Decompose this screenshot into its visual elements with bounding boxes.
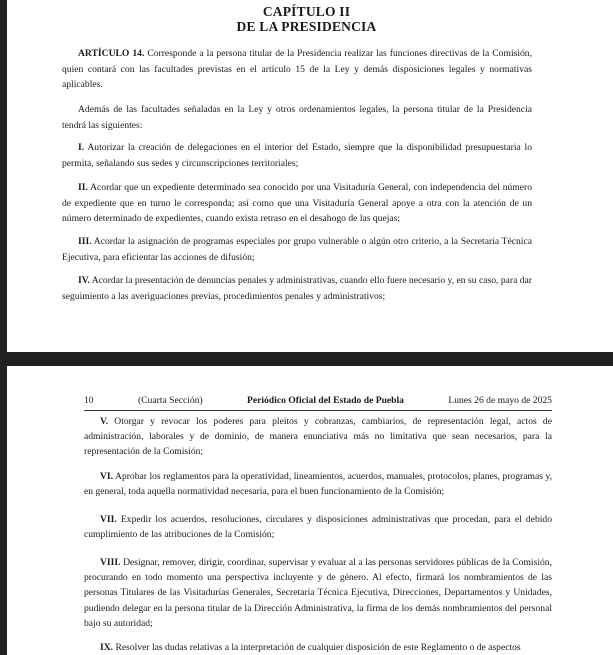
section-label: (Cuarta Sección) <box>137 395 203 406</box>
item-text: Acordar que un expediente determinado sea conocido por una Visitaduría General, con independencia del número de expediente que en turno le corresponda; así como que una Visitaduría General apoye a otra con la atención de un número determinado de expedientes, cuando exista retraso en el desahogo de las quejas; <box>62 182 532 224</box>
article-label: ARTÍCULO 14. <box>78 48 145 59</box>
chapter-number: CAPÍTULO II <box>262 4 351 19</box>
article-14-paragraph <box>62 46 532 93</box>
item-text: Aprobar los reglamentos para la operatividad, lineamientos, acuerdos, manuales, protocolos, planes, programas y, en general, toda aquella normatividad necesaria, para el buen funcionamiento de la Comisión; <box>84 471 552 498</box>
item-number: VII. <box>100 514 117 525</box>
page-number: 10 <box>84 395 94 406</box>
item-V <box>84 414 552 460</box>
viewer-left-border <box>0 0 7 655</box>
item-number: IV. <box>78 275 90 286</box>
chapter-title: DE LA PRESIDENCIA <box>236 19 377 34</box>
item-IX <box>84 640 552 655</box>
item-VII <box>84 512 552 542</box>
intro-paragraph <box>62 102 532 133</box>
item-text: Designar, remover, dirigir, coordinar, supervisar y evaluar al a las personas servidores públicas de la Comisión, procurando en todo momento una perspectiva incluyente y de género. Al efecto, firmará los nombramientos de las personas Titulares de las Visitadurías Generales, Secretaría Técnica Ejecutiva, Direcciones, Departamentos y Unidades, pudiendo delegar en la persona titular de la Dirección Administrativa, la firma de los demás nombramientos del personal bajo su autoridad; <box>84 557 552 629</box>
item-text: Autorizar la creación de delegaciones en el interior del Estado, siempre que la disponibilidad presupuestaria lo permita, señalando sus sedes y circunscripciones territoriales; <box>62 142 532 169</box>
item-I <box>62 140 532 171</box>
page-separator <box>0 352 613 366</box>
item-text: Otorgar y revocar los poderes para pleitos y cobranzas, cambiarios, de representación legal, actos de administración, laborales y de dominio, de manera enunciativa más no limitativa que sean necesarios, para la representación de la Comisión; <box>84 416 552 458</box>
item-number: III. <box>78 236 92 247</box>
item-number: V. <box>100 416 109 427</box>
publication-date: Lunes 26 de mayo de 2025 <box>448 395 552 406</box>
article-text: Corresponde a la persona titular de la Presidencia realizar las funciones directivas de la Comisión, quien contará con las facultades previstas en el artículo 15 de la Ley y demás disposiciones legales y normativas aplicables. <box>62 48 532 90</box>
item-III <box>62 234 532 265</box>
item-VIII <box>84 555 552 631</box>
running-header <box>84 395 552 406</box>
item-text: Acordar la asignación de programas especiales por grupo vulnerable o algún otro criterio, a la Secretaría Técnica Ejecutiva, para eficientar las acciones de difusión; <box>62 236 532 263</box>
header-rule <box>84 410 552 411</box>
item-IV <box>62 273 532 304</box>
item-number: VI. <box>100 471 114 482</box>
item-text: Acordar la presentación de denuncias penales y administrativas, cuando ello fuere necesario y, en su caso, para dar seguimiento a las averiguaciones previas, procedimientos penales y administrativos; <box>62 275 532 302</box>
publication-title: Periódico Oficial del Estado de Puebla <box>247 395 404 406</box>
item-number: IX. <box>100 642 114 653</box>
item-VI <box>84 469 552 499</box>
item-text: Resolver las dudas relativas a la interpretación de cualquier disposición de este Reglamento o de aspectos <box>113 642 521 653</box>
item-II <box>62 180 532 227</box>
item-text: Expedir los acuerdos, resoluciones, circulares y disposiciones administrativas que procedan, para el debido cumplimiento de las atribuciones de la Comisión; <box>84 514 552 541</box>
intro-text: Además de las facultades señaladas en la Ley y otros ordenamientos legales, la persona titular de la Presidencia tendrá las siguientes: <box>62 104 532 131</box>
item-number: II. <box>78 182 88 193</box>
item-number: I. <box>78 142 85 153</box>
item-number: VIII. <box>100 557 121 568</box>
